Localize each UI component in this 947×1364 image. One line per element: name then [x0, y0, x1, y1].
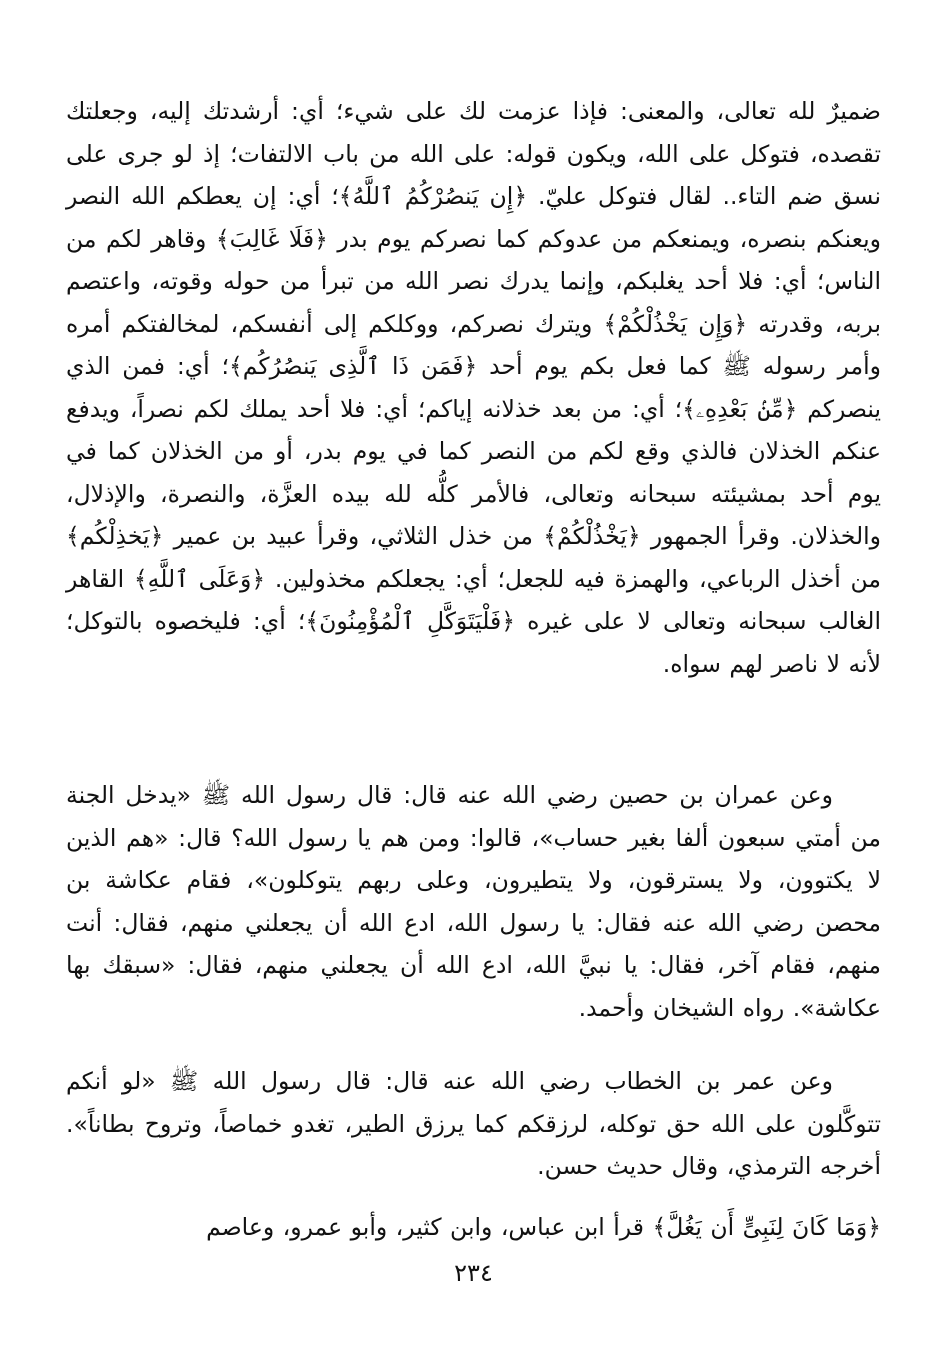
book-page [66, 90, 881, 1340]
paragraph-text: وعن عمران بن حصين رضي الله عنه قال: قال رسول الله ﷺ «يدخل الجنة من أمتي سبعون ألفا بغير حساب»، قالوا: ومن هم يا رسول الله؟ قال: «هم الذين لا يكتوون، ولا يسترقون، ولا يتطيرون، وعلى ربهم يتوكلون»، فقام عكاشة بن محصن رضي الله عنه فقال: يا رسول الله، ادع الله أن يجعلني منهم، فقال: أنت منهم، فقام آخر، فقال: يا نبيَّ الله، ادع الله أن يجعلني منهم، فقال: «سبقك بها عكاشة». رواه الشيخان وأحمد. [66, 781, 881, 1022]
paragraph-text: ﴿وَمَا كَانَ لِنَبِىٍّ أَن يَغُلَّ﴾ قرأ ابن عباس، وابن كثير، وأبو عمرو، وعاصم [206, 1213, 881, 1241]
page-number: ٢٣٤ [454, 1259, 493, 1287]
paragraph-verse-start [66, 1206, 881, 1249]
paragraph-hadith-umar [66, 1060, 881, 1188]
paragraph-tafsir [66, 90, 881, 685]
paragraph-text: وعن عمر بن الخطاب رضي الله عنه قال: قال رسول الله ﷺ «لو أنكم تتوكَّلون على الله حق توكله، لرزقكم كما يرزق الطير، تغدو خماصاً، وتروح بطاناً». أخرجه الترمذي، وقال حديث حسن. [66, 1067, 881, 1180]
paragraph-hadith-imran [66, 774, 881, 1029]
paragraph-text: ضميرٌ لله تعالى، والمعنى: فإذا عزمت لك على شيء؛ أي: أرشدتك إليه، وجعلتك تقصده، فتوكل على الله، ويكون قوله: على الله من باب الالتفات؛ إذ لو جرى على نسق ضم التاء.. لقال فتوكل عليّ. ﴿إِن يَنصُرْكُمُ ٱللَّهُ﴾؛ أي: إن يعطكم الله النصر ويعنكم بنصره، ويمنعكم من عدوكم كما نصركم يوم بدر ﴿فَلَا غَالِبَ﴾ وقاهر لكم من الناس؛ أي: فلا أحد يغلبكم، وإنما يدرك نصر الله من تبرأ من حوله وقوته، واعتصم بربه، وقدرته ﴿وَإِن يَخْذُلْكُمْ﴾ ويترك نصركم، ووكلكم إلى أنفسكم، لمخالفتكم أمره وأمر رسوله ﷺ كما فعل بكم يوم أحد ﴿فَمَن ذَا ٱلَّذِى يَنصُرُكُم﴾؛ أي: فمن الذي ينصركم ﴿مِّنۢ بَعْدِهِۦ﴾؛ أي: من بعد خذلانه إياكم؛ أي: فلا أحد يملك لكم نصراً، ويدفع عنكم الخذلان فالذي وقع لكم من النصر كما في يوم بدر، أو من الخذلان كما في يوم أحد بمشيئته سبحانه وتعالى، فالأمر كلُّه لله بيده العزَّة، والنصرة، والإذلال، والخذلان. وقرأ الجمهور ﴿يَخْذُلْكُمْ﴾ من خذل الثلاثي، وقرأ عبيد بن عمير ﴿يَخذِلْكُم﴾ من أخذل الرباعي، والهمزة فيه للجعل؛ أي: يجعلكم مخذولين. ﴿وَعَلَى ٱللَّهِ﴾ القاهر الغالب سبحانه وتعالى لا على غيره ﴿فَلْيَتَوَكَّلِ ٱلْمُؤْمِنُونَ﴾؛ أي: فليخصوه بالتوكل؛ لأنه لا ناصر لهم سواه. [66, 97, 881, 678]
